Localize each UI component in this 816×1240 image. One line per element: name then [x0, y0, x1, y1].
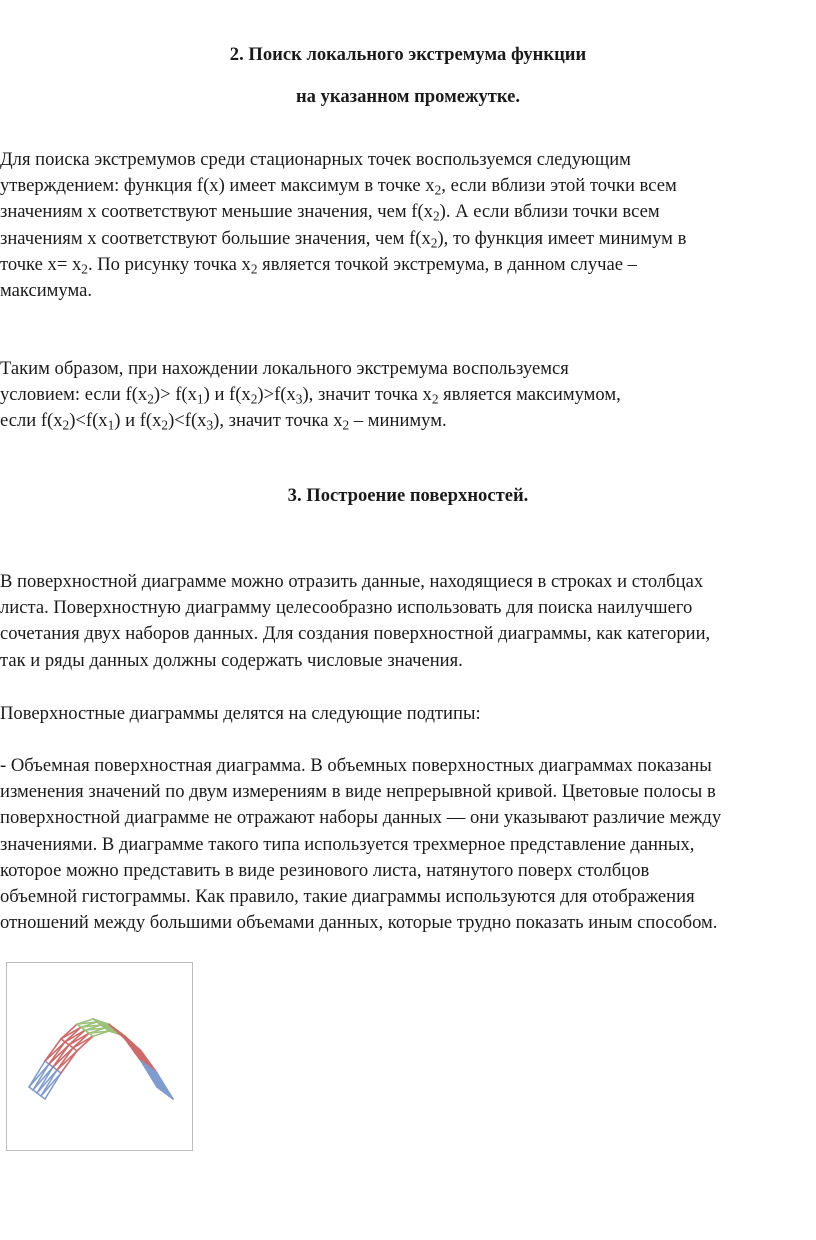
subscript: 2 [81, 261, 88, 277]
subscript: 1 [107, 417, 115, 433]
subscript: 2 [161, 417, 169, 433]
subscript: 2 [430, 234, 438, 250]
subscript: 2 [250, 391, 258, 407]
text-line: объемной гистограммы. Как правило, такие диаграммы используются для отображения [0, 886, 695, 907]
text-line: изменения значений по двум измерениям в виде непрерывной кривой. Цветовые полосы в [0, 781, 716, 803]
text-line: утверждением: функция f(x) имеет максимум в точке $x_2$, если вблизи этой точки всем [0, 175, 677, 198]
section-3-title: 3. Построение поверхностей. [287, 485, 529, 506]
subscript: 3 [295, 391, 303, 407]
text-line: Поверхностные диаграммы делятся на следующие подтипы: [0, 703, 481, 724]
text-line: В поверхностной диаграмме можно отразить данные, находящиеся в строках и столбцах [0, 571, 704, 592]
section-2-title-line-1: 2. Поиск локального экстремума функции [229, 44, 587, 65]
text-line: листа. Поверхностную диаграмму целесообразно использовать для поиска наилучшего [0, 597, 693, 619]
subscript: 2 [250, 261, 258, 277]
text-line: Таким образом, при нахождении локального экстремума воспользуемся [0, 358, 569, 379]
subscript: 2 [432, 208, 440, 224]
text-line: максимума. [0, 280, 93, 301]
surface-chart-figure [6, 962, 193, 1151]
text-line: точке $x= x_2$. По рисунку точка $x_2$ является точкой экстремума, в данном случае – [0, 253, 637, 277]
text-line: отношений между большими объемами данных, которые трудно показать иным способом. [0, 912, 718, 934]
subscript: 3 [206, 417, 214, 433]
text-line: значениями. В диаграмме такого типа используется трехмерное представление данных, [0, 833, 695, 855]
text-line: которое можно представить в виде резинового листа, натянутого поверх столбцов [0, 859, 650, 881]
text-line: условием: если $f(x_2)> f(x_1)$ и $f(x_2)>f(x_3)$, значит точка $x_2$ является максимумом, [0, 384, 621, 407]
text-line: так и ряды данных должны содержать числовые значения. [0, 649, 463, 671]
section-2-title-line-2: на указанном промежутке. [295, 86, 521, 107]
text-line: значениям x соответствуют меньшие значения, чем $f(x_2)$. А если вблизи точки всем [0, 201, 660, 224]
text-line: значениям x соответствуют большие значения, чем $f(x_2)$, то функция имеет минимум в [0, 227, 687, 250]
subscript: 1 [196, 391, 204, 407]
text-line: Для поиска экстремумов среди стационарных точек воспользуемся следующим [0, 149, 631, 170]
subscript: 2 [431, 391, 439, 407]
text-line: поверхностной диаграмме не отражают наборы данных — они указывают различие между [0, 807, 722, 829]
text-line: - Объемная поверхностная диаграмма. В объемных поверхностных диаграммах показаны [0, 755, 712, 776]
surface-chart-wireframe [7, 963, 192, 1150]
text-line: сочетания двух наборов данных. Для создания поверхностной диаграммы, как категории, [0, 623, 711, 645]
subscript: 2 [147, 391, 154, 407]
subscript: 2 [62, 417, 70, 433]
subscript: 2 [342, 417, 350, 433]
subscript: 2 [434, 182, 442, 198]
text-line: если $f(x_2)<f(x_1)$ и $f(x_2)<f(x_3)$, значит точка $x_2$ – минимум. [0, 410, 447, 433]
